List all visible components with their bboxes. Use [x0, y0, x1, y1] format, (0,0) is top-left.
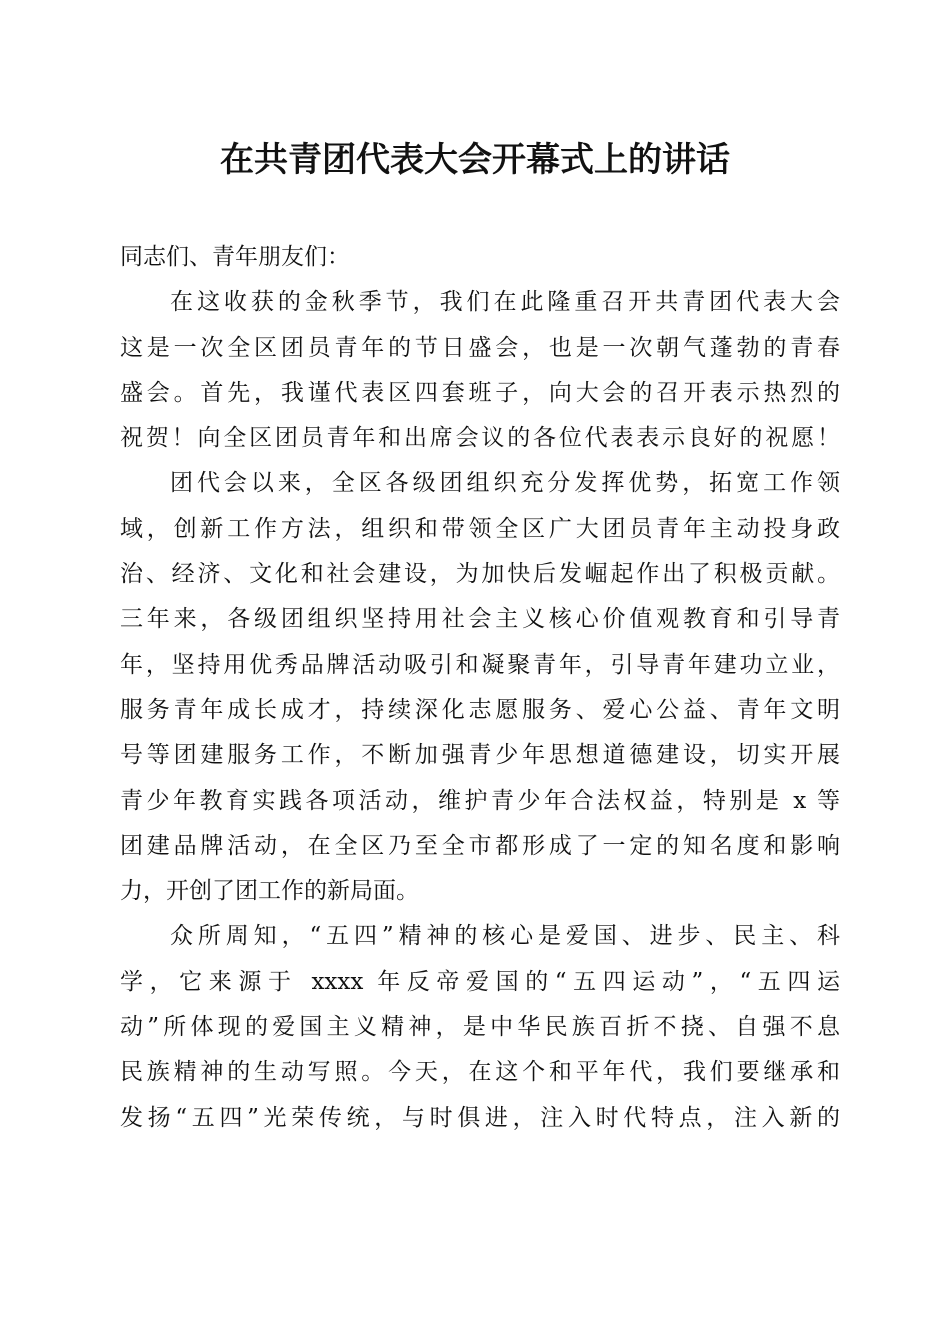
paragraph-line: 众所周知，“五四”精神的核心是爱国、进步、民主、科: [170, 923, 840, 950]
paragraph-line: 青少年教育实践各项活动，维护青少年合法权益，特别是 x 等: [120, 787, 840, 814]
paragraph-line: 团代会以来，全区各级团组织充分发挥优势，拓宽工作领: [170, 470, 840, 497]
paragraph-line: 治、经济、文化和社会建设，为加快后发崛起作出了积极贡献。: [120, 561, 840, 588]
paragraph-line: 学，它来源于 xxxx 年反帝爱国的“五四运动”，“五四运: [120, 968, 840, 995]
paragraph-line: 这是一次全区团员青年的节日盛会，也是一次朝气蓬勃的青春: [120, 334, 840, 361]
document-body: [120, 235, 840, 1141]
paragraph-line: 在这收获的金秋季节，我们在此隆重召开共青团代表大会: [170, 289, 840, 316]
paragraph-line: 动”所体现的爱国主义精神，是中华民族百折不挠、自强不息: [120, 1014, 840, 1041]
paragraph-line: 力，开创了团工作的新局面。: [120, 878, 419, 905]
paragraph-line: 民族精神的生动写照。今天，在这个和平年代，我们要继承和: [120, 1059, 840, 1086]
paragraph-line: 域，创新工作方法，组织和带领全区广大团员青年主动投身政: [120, 515, 840, 542]
paragraph-line: 服务青年成长成才，持续深化志愿服务、爱心公益、青年文明: [120, 696, 840, 723]
paragraph-line: 三年来，各级团组织坚持用社会主义核心价值观教育和引导青: [120, 606, 840, 633]
paragraph-line: 发扬“五四”光荣传统，与时俱进，注入时代特点，注入新的: [120, 1104, 840, 1131]
paragraph-line: 团建品牌活动，在全区乃至全市都形成了一定的知名度和影响: [120, 832, 840, 859]
paragraph-line: 年，坚持用优秀品牌活动吸引和凝聚青年，引导青年建功立业，: [120, 651, 840, 678]
paragraph-line: 号等团建服务工作，不断加强青少年思想道德建设，切实开展: [120, 742, 840, 769]
salutation-line: 同志们、青年朋友们：: [120, 244, 350, 270]
paragraph-line: 盛会。首先，我谨代表区四套班子，向大会的召开表示热烈的: [120, 379, 840, 406]
document-title: 在共青团代表大会开幕式上的讲话: [220, 140, 730, 180]
paragraph-line: 祝贺！向全区团员青年和出席会议的各位代表表示良好的祝愿！: [120, 425, 840, 452]
